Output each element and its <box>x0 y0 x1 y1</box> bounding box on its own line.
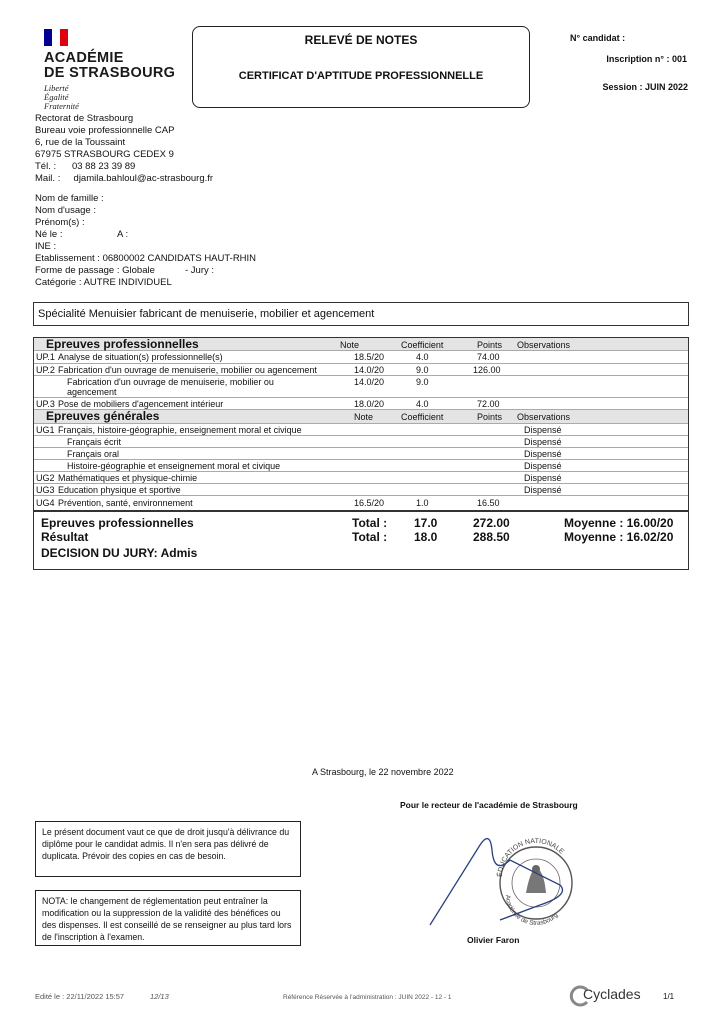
session: Session : JUIN 2022 <box>602 82 688 92</box>
row-obs: Dispensé <box>524 461 562 471</box>
row-label: Pose de mobiliers d'agencement intérieur <box>58 399 224 409</box>
section-title: Epreuves professionnelles <box>46 337 199 351</box>
svg-text:Académie de Strasbourg <box>504 895 560 927</box>
footer-page: 1/1 <box>663 992 675 1001</box>
table-row <box>34 460 688 472</box>
row-coef: 1.0 <box>416 498 429 508</box>
table-row <box>34 424 688 436</box>
row-points: 126.00 <box>473 365 501 375</box>
row-obs: Dispensé <box>524 473 562 483</box>
table-row <box>34 484 688 496</box>
motto-liberte: Liberté <box>44 83 69 93</box>
row-code: UG4 <box>36 498 55 508</box>
row-label: Education physique et sportive <box>58 485 181 495</box>
row-code: UP.3 <box>36 399 55 409</box>
row-label: Français écrit <box>67 437 122 447</box>
nom-famille-label: Nom de famille : <box>35 193 104 204</box>
table-row <box>34 376 688 398</box>
col-points: Points <box>477 340 503 350</box>
stamp-and-signature <box>420 825 580 935</box>
nom-usage-label: Nom d'usage : <box>35 205 96 216</box>
candidat-number-label: N° candidat : <box>570 33 626 43</box>
row-coef: 9.0 <box>416 377 429 387</box>
signatory-name: Olivier Faron <box>467 935 520 945</box>
row-coef: 4.0 <box>416 399 429 409</box>
table-row <box>34 364 688 376</box>
svg-text:ÉDUCATION NATIONALE <box>495 838 565 877</box>
official-stamp <box>495 838 572 927</box>
row-label: Prévention, santé, environnement <box>58 498 193 508</box>
prenoms-label: Prénom(s) : <box>35 217 85 228</box>
address-line: 6, rue de la Toussaint <box>35 137 126 148</box>
row-obs: Dispensé <box>524 485 562 495</box>
section-header-gen <box>34 410 688 424</box>
lieu-naissance-label: A : <box>117 229 129 240</box>
row-note: 18.5/20 <box>354 352 385 362</box>
row-label: Fabrication d'un ouvrage de menuiserie, mobilier ou <box>67 377 274 387</box>
totals-pro-moyenne: Moyenne : 16.00/20 <box>564 516 674 530</box>
document-title: RELEVÉ DE NOTES <box>304 33 418 47</box>
grades-table <box>33 337 689 511</box>
col-note: Note <box>354 412 374 422</box>
etablissement: Etablissement : 06800002 CANDIDATS HAUT-RHIN <box>35 253 257 264</box>
section-header-pro <box>34 338 688 351</box>
row-coef: 4.0 <box>416 352 429 362</box>
row-points: 74.00 <box>477 352 500 362</box>
row-obs: Dispensé <box>524 425 562 435</box>
row-code: UP.2 <box>36 365 55 375</box>
address-mail: Mail. : djamila.bahloul@ac-strasbourg.fr <box>35 173 214 184</box>
totals-pro-total-label: Total : <box>352 516 388 530</box>
row-points: 72.00 <box>477 399 500 409</box>
logo-line-2: DE STRASBOURG <box>44 65 176 81</box>
address-line: Bureau voie professionnelle CAP <box>35 125 175 136</box>
row-label: Analyse de situation(s) professionnelle(s) <box>58 352 223 362</box>
row-note: 18.0/20 <box>354 399 385 409</box>
row-label: Mathématiques et physique-chimie <box>58 473 198 483</box>
table-row <box>34 351 688 364</box>
row-note: 16.5/20 <box>354 498 385 508</box>
motto-egalite: Égalité <box>44 92 69 102</box>
table-row <box>34 496 688 510</box>
row-coef: 9.0 <box>416 365 429 375</box>
totals-result-moyenne: Moyenne : 16.02/20 <box>564 530 674 544</box>
ine-label: INE : <box>35 241 57 252</box>
totals-pro-label: Epreuves professionnelles <box>41 516 194 530</box>
row-obs: Dispensé <box>524 449 562 459</box>
french-flag-icon <box>44 29 68 46</box>
footer-reference: Référence Réservée à l'administration : JUIN 2022 - 12 - 1 <box>283 994 452 1001</box>
row-label: Français oral <box>67 449 120 459</box>
totals-result-total-label: Total : <box>352 530 388 544</box>
document-subtitle: CERTIFICAT D'APTITUDE PROFESSIONNELLE <box>238 70 484 82</box>
table-row <box>34 448 688 460</box>
stamp-text-top: ÉDUCATION NATIONALE <box>496 837 565 878</box>
row-note: 14.0/20 <box>354 377 385 387</box>
jury-label: - Jury : <box>185 265 215 276</box>
section-title: Epreuves générales <box>46 409 160 423</box>
totals-pro-coef: 17.0 <box>414 516 438 530</box>
row-note: 14.0/20 <box>354 365 385 375</box>
note-box-validity: Le présent document vaut ce que de droit jusqu'à délivrance du diplôme pour le candidat admis. Il n'en sera pas délivré de duplicata. Prévoir des copies en cas de besoin. <box>35 821 301 877</box>
forme-passage: Forme de passage : Globale <box>35 265 155 276</box>
table-row <box>34 472 688 484</box>
col-note: Note <box>340 340 360 350</box>
address-phone: Tél. : 03 88 23 39 89 <box>35 161 136 172</box>
stamp-text-bottom: Académie de Strasbourg <box>503 894 560 928</box>
row-label: Fabrication d'un ouvrage de menuiserie, mobilier ou agencement <box>58 365 317 375</box>
categorie: Catégorie : AUTRE INDIVIDUEL <box>35 277 172 288</box>
specialite: Spécialité Menuisier fabricant de menuiserie, mobilier et agencement <box>33 302 689 326</box>
address-line: Rectorat de Strasbourg <box>35 113 134 124</box>
totals-pro-points: 272.00 <box>473 516 510 530</box>
footer-edited: Edité le : 22/11/2022 15:57 <box>35 992 125 1001</box>
totals-result-points: 288.50 <box>473 530 510 544</box>
address-line: 67975 STRASBOURG CEDEX 9 <box>35 149 174 160</box>
note-box-nota: NOTA: le changement de réglementation peut entraîner la modification ou la suppression de la validité des bénéfices ou des dispenses. Il est conseillé de se renseigner au plus tard lors de l'inscription à l'examen. <box>35 890 301 946</box>
motto-fraternite: Fraternité <box>44 101 79 111</box>
row-obs: Dispensé <box>524 437 562 447</box>
jury-decision: DECISION DU JURY: Admis <box>41 546 198 560</box>
row-label: Français, histoire-géographie, enseignement moral et civique <box>58 425 302 435</box>
col-coef: Coefficient <box>401 340 444 350</box>
totals-result-label: Résultat <box>41 530 89 544</box>
totals-result-coef: 18.0 <box>414 530 438 544</box>
row-label-continued: agencement <box>67 387 117 397</box>
ne-le-label: Né le : <box>35 229 63 240</box>
row-label: Histoire-géographie et enseignement moral et civique <box>67 461 281 471</box>
row-code: UG1 <box>36 425 55 435</box>
col-obs: Observations <box>517 340 571 350</box>
place-date: A Strasbourg, le 22 novembre 2022 <box>312 767 454 777</box>
inscription-number: Inscription n° : 001 <box>606 54 687 64</box>
col-obs: Observations <box>517 412 571 422</box>
col-coef: Coefficient <box>401 412 444 422</box>
pour-recteur: Pour le recteur de l'académie de Strasbourg <box>400 800 578 810</box>
totals-box <box>33 511 689 570</box>
footer-page-of: 12/13 <box>150 992 169 1001</box>
row-code: UG2 <box>36 473 55 483</box>
col-points: Points <box>477 412 503 422</box>
cyclades-brand: Cyclades <box>583 986 641 1002</box>
row-code: UP.1 <box>36 352 55 362</box>
row-points: 16.50 <box>477 498 500 508</box>
table-row <box>34 436 688 448</box>
logo-line-1: ACADÉMIE <box>44 50 124 66</box>
row-code: UG3 <box>36 485 55 495</box>
